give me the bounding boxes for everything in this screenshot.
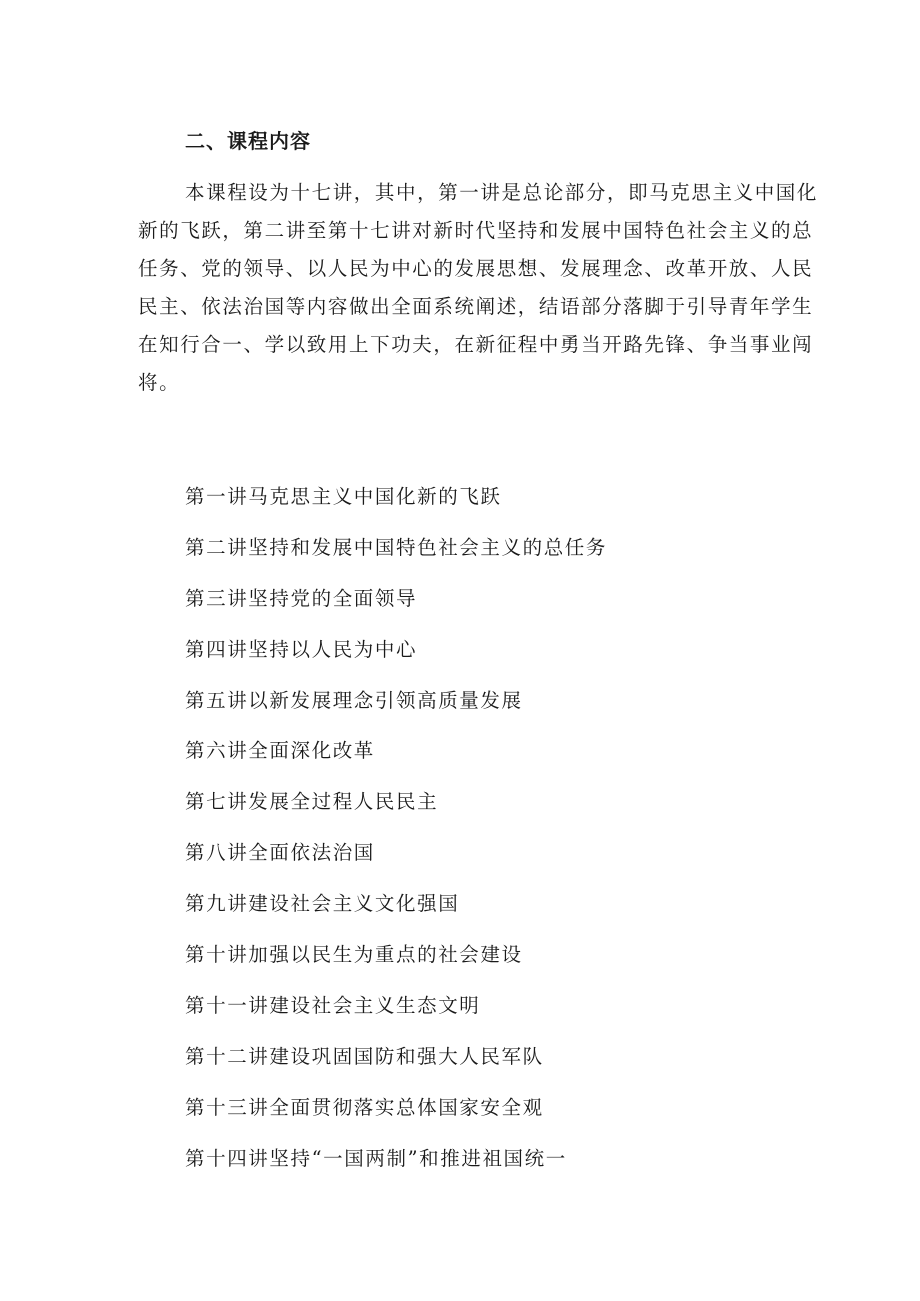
lecture-item: 第九讲建设社会主义文化强国 — [185, 892, 460, 916]
lecture-item: 第十讲加强以民生为重点的社会建设 — [185, 943, 523, 967]
intro-line: 新的飞跃，第二讲至第十七讲对新时代坚持和发展中国特色社会主义的总 — [138, 219, 814, 242]
intro-line: 本课程设为十七讲，其中，第一讲是总论部分，即马克思主义中国化 — [185, 181, 819, 204]
lecture-item: 第七讲发展全过程人民民主 — [185, 790, 439, 814]
lecture-item: 第十四讲坚持“一国两制”和推进祖国统一 — [185, 1146, 567, 1170]
lecture-list — [185, 482, 607, 1194]
lecture-item: 第十二讲建设巩固国防和强大人民军队 — [185, 1044, 544, 1068]
lecture-item: 第一讲马克思主义中国化新的飞跃 — [185, 485, 502, 508]
intro-line: 民主、依法治国等内容做出全面系统阐述，结语部分落脚于引导青年学生 — [138, 295, 814, 318]
lecture-item: 第五讲以新发展理念引领高质量发展 — [185, 688, 523, 712]
section-heading: 二、课程内容 — [185, 129, 311, 153]
intro-paragraph — [138, 174, 819, 402]
lecture-item: 第八讲全面依法治国 — [185, 841, 375, 865]
intro-line: 任务、党的领导、以人民为中心的发展思想、发展理念、改革开放、人民 — [138, 257, 814, 280]
lecture-item: 第十三讲全面贯彻落实总体国家安全观 — [185, 1095, 544, 1119]
lecture-item: 第十一讲建设社会主义生态文明 — [185, 993, 481, 1017]
intro-line: 在知行合一、学以致用上下功夫，在新征程中勇当开路先锋、争当事业闯 — [138, 333, 814, 356]
lecture-item: 第六讲全面深化改革 — [185, 739, 375, 763]
lecture-item: 第三讲坚持党的全面领导 — [185, 586, 418, 610]
lecture-item: 第二讲坚持和发展中国特色社会主义的总任务 — [185, 535, 608, 559]
lecture-item: 第四讲坚持以人民为中心 — [185, 637, 418, 661]
intro-line: 将。 — [138, 371, 181, 394]
